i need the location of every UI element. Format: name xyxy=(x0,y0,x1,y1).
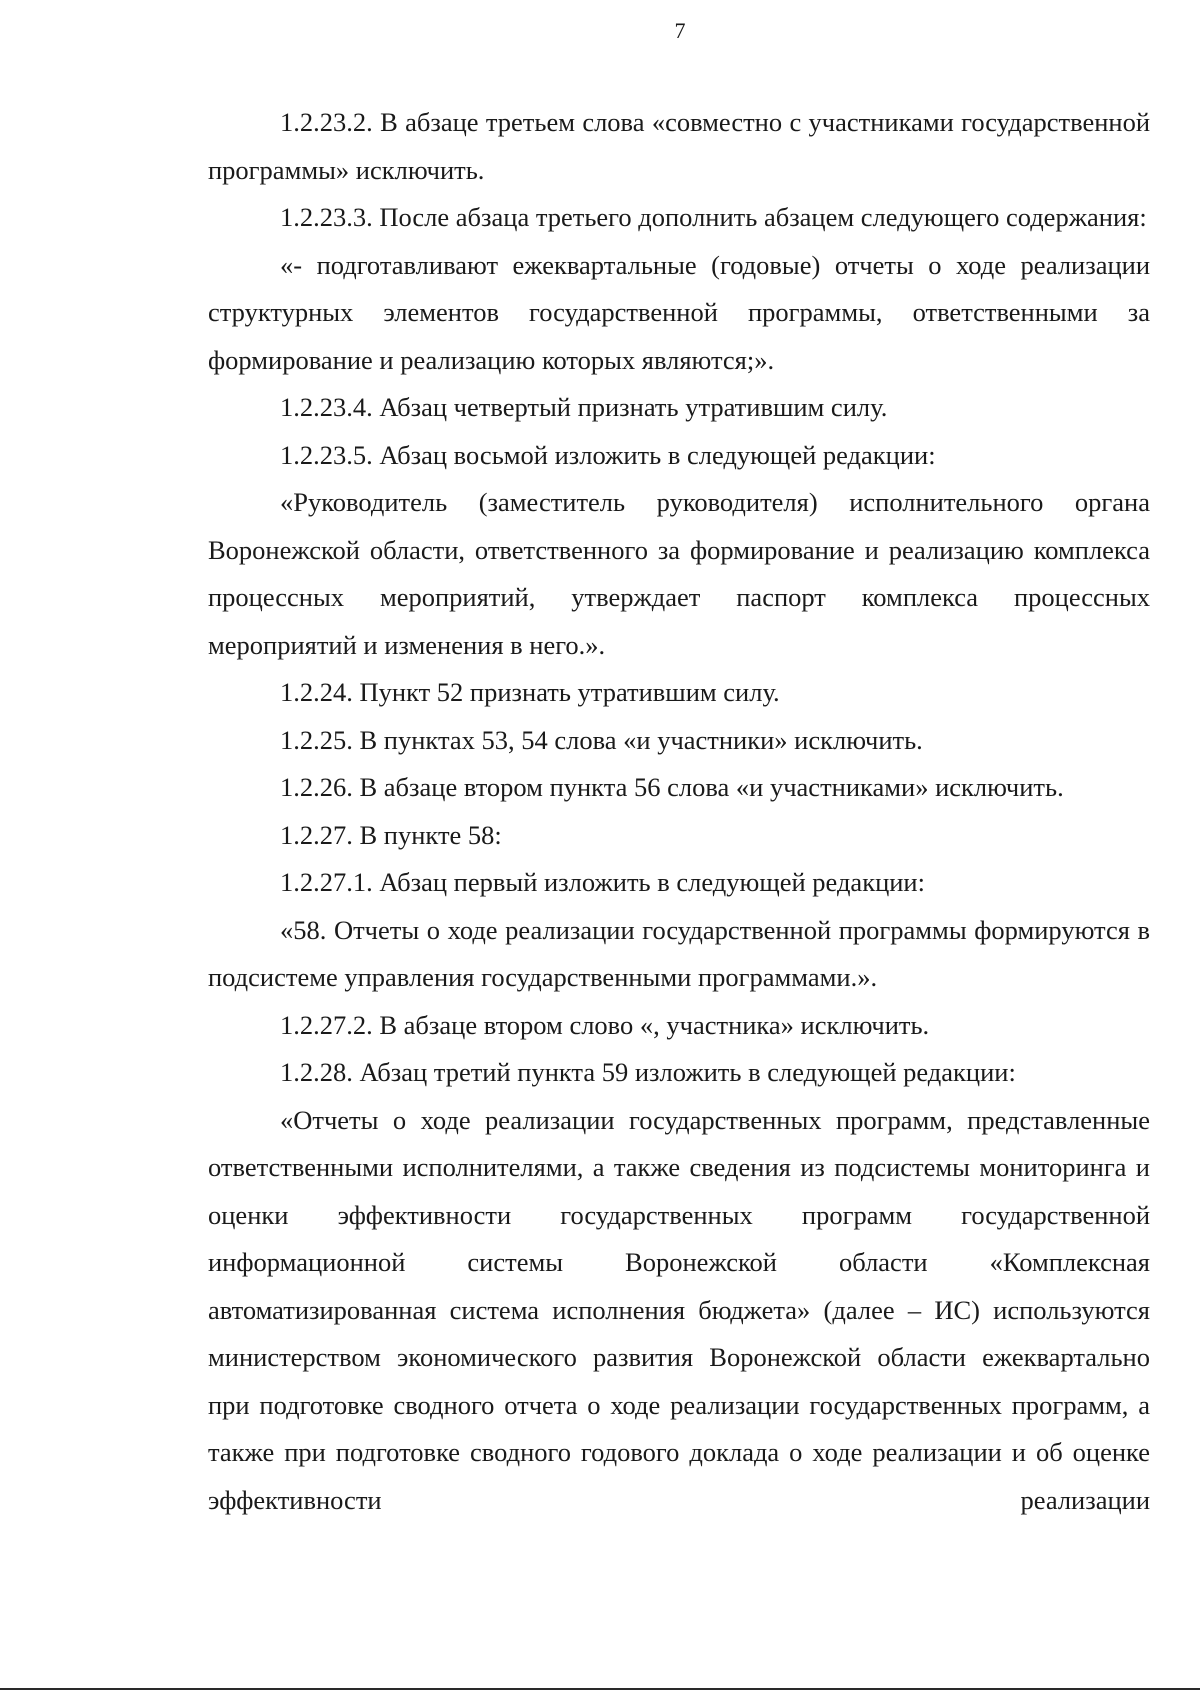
quoted-paragraph-58: «58. Отчеты о ходе реализации государственной программы формируются в подсистеме управления государственными программами.». xyxy=(208,914,1150,992)
paragraph-1-2-27-2: 1.2.27.2. В абзаце втором слово «, участника» исключить. xyxy=(280,1009,930,1040)
quoted-paragraph-reports: «- подготавливают ежеквартальные (годовые) отчеты о ходе реализации структурных элементов государственной программы, ответственными за формирование и реализацию которых являются;». xyxy=(208,249,1150,375)
paragraph-1-2-23-5: 1.2.23.5. Абзац восьмой изложить в следующей редакции: xyxy=(280,439,936,470)
paragraph-1-2-23-4: 1.2.23.4. Абзац четвертый признать утратившим силу. xyxy=(280,392,888,422)
paragraph-1-2-26: 1.2.26. В абзаце втором пункта 56 слова «и участниками» исключить. xyxy=(280,772,1064,802)
document-body xyxy=(208,99,1150,1524)
bottom-rule xyxy=(0,1688,1200,1690)
quoted-paragraph-reports-usage: «Отчеты о ходе реализации государственных программ, представленные ответственными исполнителями, а также сведения из подсистемы мониторинга и оценки эффективности государственных программ государственной информационной системы Воронежской области «Комплексная автоматизированная система исполнения бюджета» (далее – ИС) используются министерством экономического развития Воронежской области ежеквартально при подготовке сводного отчета о ходе реализации государственных программ, а также при подготовке сводного годового доклада о ходе реализации и об оценке эффективности реализации xyxy=(208,1104,1150,1515)
quoted-paragraph-head: «Руководитель (заместитель руководителя) исполнительного органа Воронежской области, ответственного за формирование и реализацию комплекса процессных мероприятий, утверждает паспорт комплекса процессных мероприятий и изменения в него.». xyxy=(208,487,1150,660)
paragraph-1-2-24: 1.2.24. Пункт 52 признать утратившим силу. xyxy=(280,677,780,707)
paragraph-1-2-27: 1.2.27. В пункте 58: xyxy=(280,819,502,850)
page-number: 7 xyxy=(674,18,686,43)
paragraph-1-2-23-3: 1.2.23.3. После абзаца третьего дополнить абзацем следующего содержания: xyxy=(280,202,1147,232)
paragraph-1-2-28: 1.2.28. Абзац третий пункта 59 изложить в следующей редакции: xyxy=(280,1057,1016,1087)
paragraph-1-2-27-1: 1.2.27.1. Абзац первый изложить в следующей редакции: xyxy=(280,867,925,897)
paragraph-1-2-25: 1.2.25. В пунктах 53, 54 слова «и участники» исключить. xyxy=(280,724,923,755)
paragraph-1-2-23-2: 1.2.23.2. В абзаце третьем слова «совместно с участниками государственной программы» исключить. xyxy=(208,107,1150,185)
